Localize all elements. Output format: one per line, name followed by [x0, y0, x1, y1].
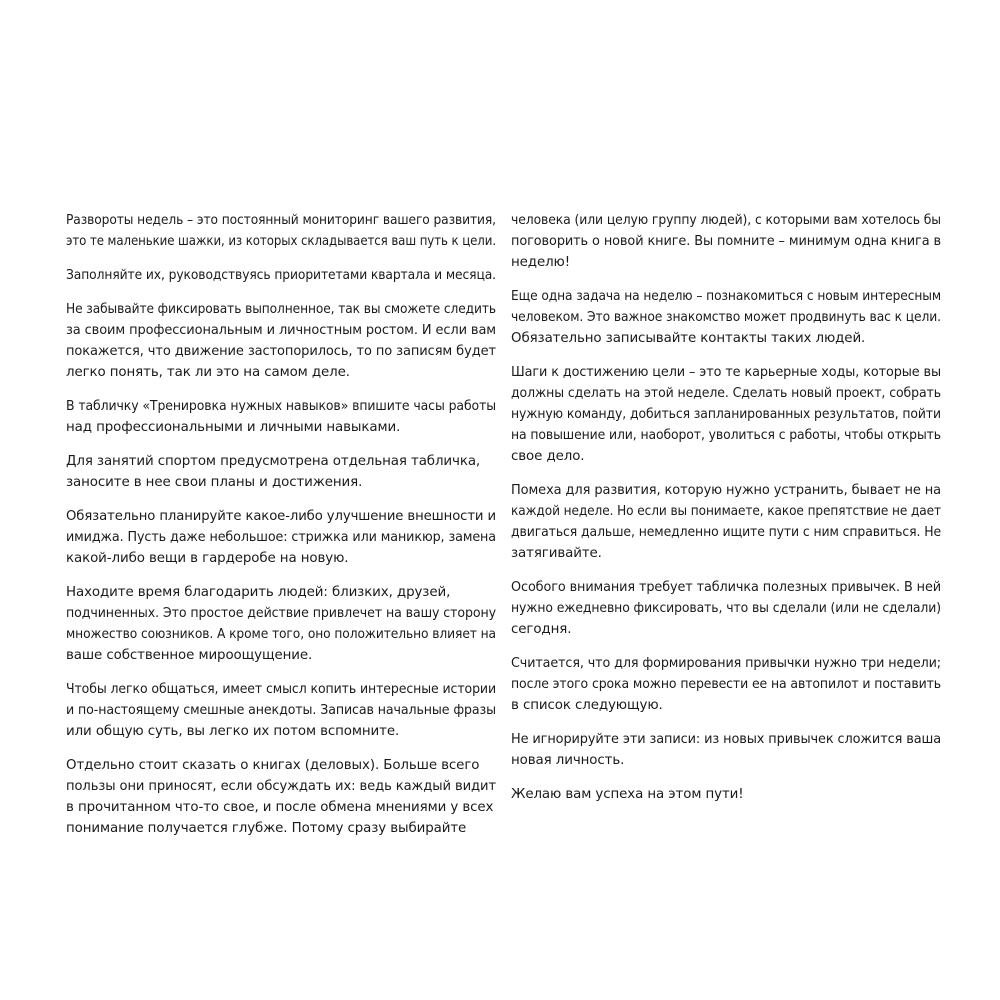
- paragraph: [66, 755, 496, 839]
- text-line: сегодня.: [511, 622, 572, 637]
- text-line: нужно ежедневно фиксировать, что вы сделали (или не сделали): [511, 601, 941, 616]
- text-line: Находите время благодарить людей: близких, друзей,: [66, 585, 451, 600]
- text-line: затягивайте.: [511, 546, 602, 561]
- paragraph: [511, 784, 941, 805]
- text-line: это те маленькие шажки, из которых складывается ваш путь к цели.: [66, 234, 496, 249]
- right-page-column: [511, 210, 941, 818]
- text-line: покажется, что движение застопорилось, то по записям будет: [66, 344, 496, 359]
- text-line: Не забывайте фиксировать выполненное, так вы сможете следить: [66, 302, 496, 317]
- paragraph: [66, 582, 496, 666]
- text-line: после этого срока можно перевести ее на автопилот и поставить: [511, 677, 941, 692]
- text-line: Еще одна задача на неделю – познакомиться с новым интересным: [511, 289, 941, 304]
- text-line: Обязательно планируйте какое-либо улучшение внешности и: [66, 509, 496, 524]
- text-line: подчиненных. Это простое действие привлечет на вашу сторону: [66, 606, 496, 621]
- text-line: Отдельно стоит сказать о книгах (деловых). Больше всего: [66, 758, 480, 773]
- text-line: новая личность.: [511, 753, 625, 768]
- text-line: Не игнорируйте эти записи: из новых привычек сложится ваша: [511, 732, 941, 747]
- text-line: в список следующую.: [511, 698, 663, 713]
- text-line: нужную команду, добиться запланированных результатов, пойти: [511, 407, 941, 422]
- paragraph: [66, 265, 496, 286]
- text-line: человека (или целую группу людей), с которыми вам хотелось бы: [511, 213, 941, 228]
- text-line: Заполняйте их, руководствуясь приоритетами квартала и месяца.: [66, 268, 496, 283]
- text-line: свое дело.: [511, 449, 585, 464]
- text-line: понимание получается глубже. Потому сразу выбирайте: [66, 821, 467, 836]
- text-line: неделю!: [511, 255, 570, 270]
- text-line: Желаю вам успеха на этом пути!: [511, 787, 744, 802]
- text-line: Развороты недель – это постоянный мониторинг вашего развития,: [66, 213, 496, 228]
- text-line: двигаться дальше, немедленно ищите пути с ним справиться. Не: [511, 525, 941, 540]
- text-line: Особого внимания требует табличка полезных привычек. В ней: [511, 580, 941, 595]
- text-line: поговорить о новой книге. Вы помните – минимум одна книга в: [511, 234, 941, 249]
- text-line: Помеха для развития, которую нужно устранить, бывает не на: [511, 483, 941, 498]
- text-line: должны сделать на этой неделе. Сделать новый проект, собрать: [511, 386, 941, 401]
- paragraph: [66, 299, 496, 383]
- paragraph: [511, 729, 941, 771]
- text-line: имиджа. Пусть даже небольшое: стрижка или маникюр, замена: [66, 530, 496, 545]
- text-line: множество союзников. А кроме того, оно положительно влияет на: [66, 627, 496, 642]
- paragraph: [66, 451, 496, 493]
- text-line: Считается, что для формирования привычки нужно три недели;: [511, 656, 941, 671]
- text-line: легко понять, так ли это на самом деле.: [66, 365, 350, 380]
- paragraph: [66, 396, 496, 438]
- paragraph: [66, 506, 496, 569]
- text-line: над профессиональными и личными навыками.: [66, 420, 401, 435]
- text-line: человеком. Это важное знакомство может продвинуть вас к цели.: [511, 310, 941, 325]
- paragraph: [511, 480, 941, 564]
- text-line: и по-настоящему смешные анекдоты. Записав начальные фразы: [66, 703, 496, 718]
- paragraph: [511, 210, 941, 273]
- text-line: или общую суть, вы легко их потом вспомните.: [66, 724, 400, 739]
- paragraph: [66, 210, 496, 252]
- text-line: за своим профессиональным и личностным ростом. И если вам: [66, 323, 496, 338]
- text-line: Шаги к достижению цели – это те карьерные ходы, которые вы: [511, 365, 941, 380]
- text-line: ваше собственное мироощущение.: [66, 648, 313, 663]
- paragraph: [511, 653, 941, 716]
- text-line: В табличку «Тренировка нужных навыков» впишите часы работы: [66, 399, 496, 414]
- text-line: какой-либо вещи в гардеробе на новую.: [66, 551, 349, 566]
- text-line: на повышение или, наоборот, уволиться с работы, чтобы открыть: [511, 428, 941, 443]
- text-line: Чтобы легко общаться, имеет смысл копить интересные истории: [66, 682, 496, 697]
- text-line: каждой неделе. Но если вы понимаете, какое препятствие не дает: [511, 504, 941, 519]
- paragraph: [66, 679, 496, 742]
- text-line: Обязательно записывайте контакты таких людей.: [511, 331, 866, 346]
- text-line: Для занятий спортом предусмотрена отдельная табличка,: [66, 454, 481, 469]
- text-line: пользы они приносят, если обсуждать их: ведь каждый видит: [66, 779, 496, 794]
- paragraph: [511, 362, 941, 467]
- left-page-column: [66, 210, 496, 852]
- paragraph: [511, 286, 941, 349]
- paragraph: [511, 577, 941, 640]
- book-spread: [0, 210, 1000, 836]
- text-line: заносите в нее свои планы и достижения.: [66, 475, 363, 490]
- text-line: в прочитанном что-то свое, и после обмена мнениями у всех: [66, 800, 494, 815]
